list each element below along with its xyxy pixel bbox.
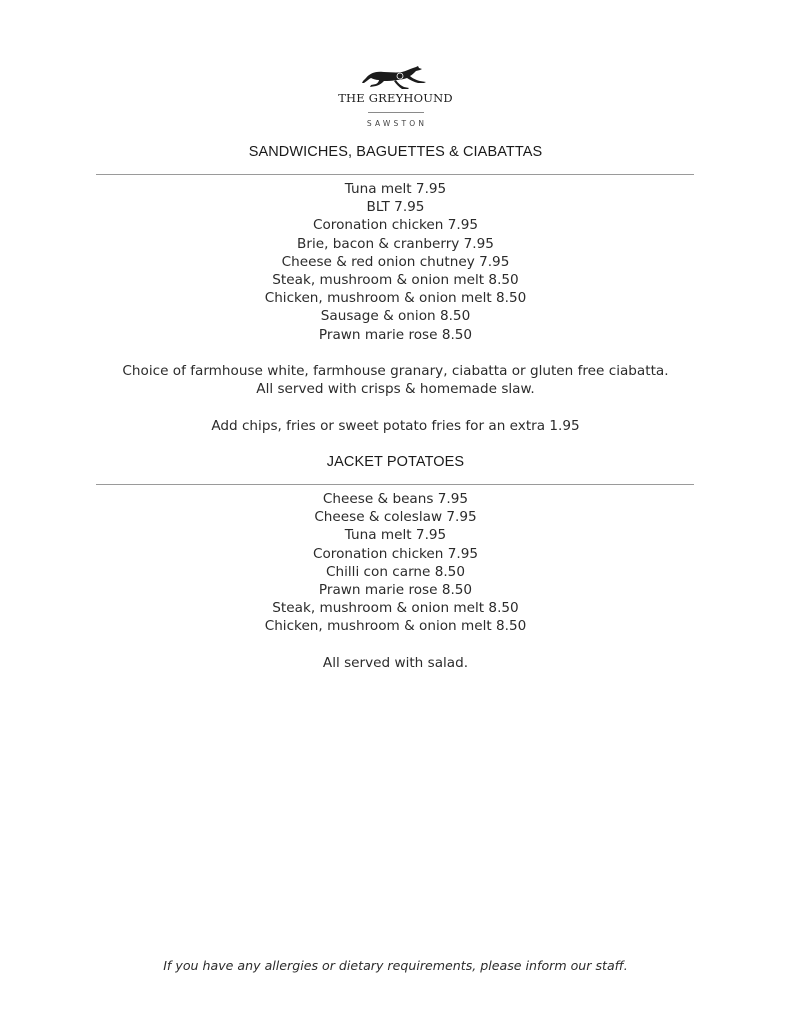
jacket-potatoes-heading: JACKET POTATOES (326, 454, 465, 470)
brand-location: SAWSTON (366, 119, 428, 128)
menu-item: BLT 7.95 (366, 199, 425, 216)
menu-item: Steak, mushroom & onion melt 8.50 (272, 272, 519, 289)
brand-divider (368, 112, 424, 113)
menu-item: Coronation chicken 7.95 (312, 217, 479, 234)
sandwiches-heading: SANDWICHES, BAGUETTES & CIABATTAS (248, 144, 543, 160)
bread-choice-note (0, 362, 791, 398)
menu-item: Prawn marie rose 8.50 (318, 582, 473, 599)
menu-item: Chicken, mushroom & onion melt 8.50 (264, 290, 527, 307)
menu-item: Cheese & red onion chutney 7.95 (281, 253, 510, 270)
jacket-potatoes-list (0, 490, 791, 636)
jacket-potatoes-divider (96, 484, 694, 485)
menu-item: Tuna melt 7.95 (344, 527, 447, 544)
menu-item: Chicken, mushroom & onion melt 8.50 (264, 618, 527, 635)
extras-note: Add chips, fries or sweet potato fries for an extra 1.95 (211, 418, 580, 434)
sandwiches-divider (96, 174, 694, 175)
greyhound-icon (360, 64, 432, 90)
menu-item: Coronation chicken 7.95 (312, 545, 479, 562)
menu-item: Prawn marie rose 8.50 (318, 326, 473, 343)
menu-item: Cheese & beans 7.95 (322, 491, 469, 507)
brand-logo (0, 64, 791, 128)
menu-item: Chilli con carne 8.50 (326, 563, 465, 580)
menu-item: Tuna melt 7.95 (344, 181, 447, 197)
menu-item: Brie, bacon & cranberry 7.95 (297, 235, 494, 252)
note-line: All served with crisps & homemade slaw. (256, 381, 535, 398)
salad-note: All served with salad. (322, 655, 469, 671)
allergy-notice: If you have any allergies or dietary requirements, please inform our staff. (163, 958, 628, 973)
sandwiches-list (0, 180, 791, 344)
menu-item: Cheese & coleslaw 7.95 (314, 509, 477, 526)
brand-name: THE GREYHOUND (338, 91, 453, 105)
menu-item: Sausage & onion 8.50 (320, 308, 471, 325)
note-line: Choice of farmhouse white, farmhouse granary, ciabatta or gluten free ciabatta. (122, 363, 669, 379)
menu-item: Steak, mushroom & onion melt 8.50 (272, 600, 519, 617)
